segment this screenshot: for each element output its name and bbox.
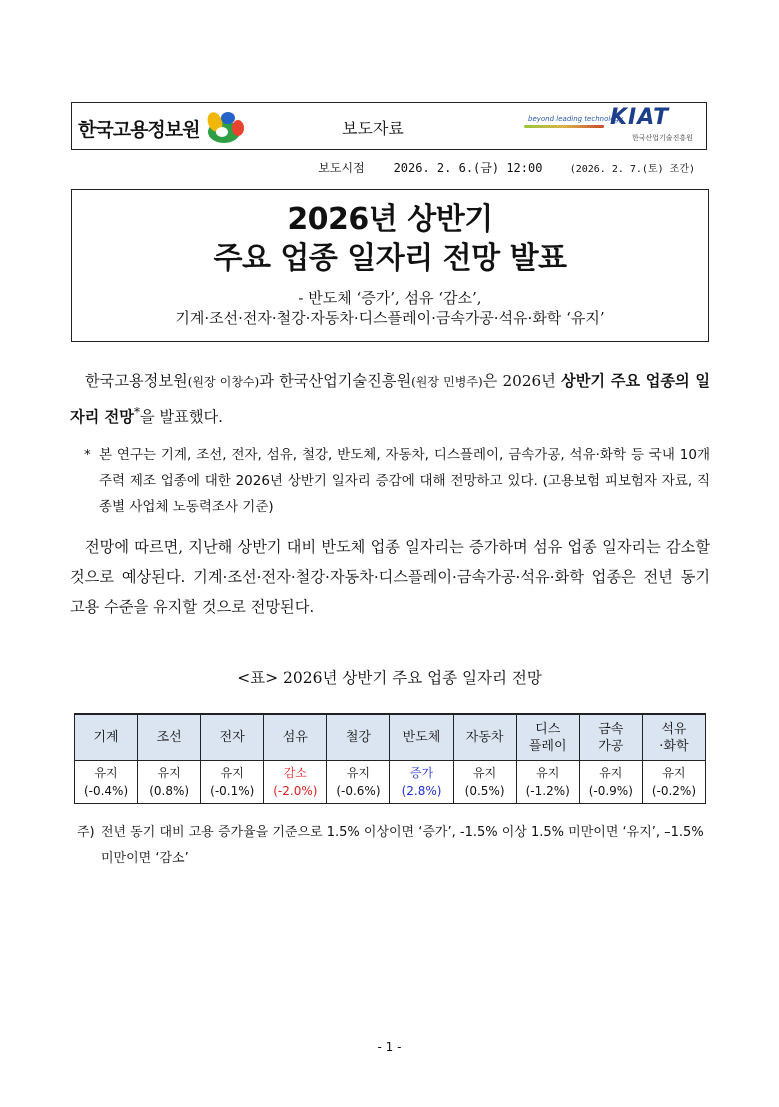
- header-cell: 조선: [138, 714, 201, 761]
- note-mark: 주): [77, 825, 95, 840]
- table-cell: 유지 (0.5%): [453, 761, 516, 804]
- intro-paren-1: (원장 이창수): [187, 375, 260, 389]
- release-datetime: 2026. 2. 6.(금) 12:00: [393, 161, 543, 175]
- table-header-row: [75, 714, 706, 761]
- title-box: [71, 189, 709, 342]
- intro-paragraph: [70, 366, 710, 432]
- table-caption: <표> 2026년 상반기 주요 업종 일자리 전망: [237, 669, 542, 687]
- table-cell: 유지 (-0.1%): [201, 761, 264, 804]
- release-embargo: (2026. 2. 7.(토) 조간): [569, 164, 695, 175]
- intro-part-1: 한국고용정보원: [85, 372, 188, 390]
- subtitle-line-1: - 반도체 ‘증가’, 섬유 ‘감소’,: [298, 289, 482, 307]
- kiat-logo-text: KIAT: [610, 105, 670, 130]
- header-cell: 디스 플레이: [516, 714, 579, 761]
- table-note: [77, 820, 711, 872]
- title-line-2: 주요 업종 일자리 전망 발표: [213, 241, 567, 276]
- header-cell: 기계: [75, 714, 138, 761]
- table-cell: 유지 (-0.2%): [642, 761, 705, 804]
- kiat-slogan-bar: [524, 125, 604, 128]
- intro-part-2: 과 한국산업기술진흥원: [259, 372, 412, 390]
- table-cell: 유지 (0.8%): [138, 761, 201, 804]
- header-cell: 철강: [327, 714, 390, 761]
- kiat-org-name: 한국산업기술진흥원: [632, 134, 693, 142]
- industry-forecast-table: [74, 713, 706, 804]
- header-cell: 전자: [201, 714, 264, 761]
- intro-star: *: [133, 405, 140, 419]
- header-cell: 금속 가공: [579, 714, 642, 761]
- header-cell: 반도체: [390, 714, 453, 761]
- release-type-label: 보도자료: [342, 119, 404, 138]
- page-number: - 1 -: [377, 1040, 402, 1054]
- table-cell: 증가 (2.8%): [390, 761, 453, 804]
- table-cell: 유지 (-1.2%): [516, 761, 579, 804]
- title-line-1: 2026년 상반기: [287, 202, 493, 237]
- footnote-mark: *: [84, 447, 91, 463]
- table-cell: 유지 (-0.6%): [327, 761, 390, 804]
- kiat-slogan: beyond leading technology: [528, 115, 624, 123]
- intro-part-3: 은 2026년: [482, 372, 556, 390]
- forecast-paragraph: [70, 532, 710, 622]
- header-cell: 자동차: [453, 714, 516, 761]
- intro-part-4: 을 발표했다.: [139, 408, 223, 427]
- footnote-text: 본 연구는 기계, 조선, 전자, 섬유, 철강, 반도체, 자동차, 디스플레이, 금속가공, 석유·화학 등 국내 10개 주력 제조 업종에 대한 2026년 상반기 일자리 증감에 대해 전망하고 있다. (고용보험 피보험자 자료, 직종별 사업체 노동력조사 기준): [99, 447, 710, 515]
- footnote: [84, 442, 710, 520]
- press-release-header: [71, 102, 707, 150]
- release-time-label: 보도시점: [318, 161, 365, 175]
- header-cell: 석유 ·화학: [642, 714, 705, 761]
- keis-org-name: 한국고용정보원: [78, 119, 200, 141]
- intro-paren-2: (원장 민병주): [411, 375, 483, 389]
- note-text: 전년 동기 대비 고용 증가율을 기준으로 1.5% 이상이면 ‘증가’, -1.5% 이상 1.5% 미만이면 ‘유지’, –1.5% 미만이면 ‘감소’: [101, 825, 704, 866]
- forecast-text: 전망에 따르면, 지난해 상반기 대비 반도체 업종 일자리는 증가하며 섬유 업종 일자리는 감소할 것으로 예상된다. 기계·조선·전자·철강·자동차·디스플레이·금속가공·석유·화학 업종은 전년 동기 고용 수준을 유지할 것으로 전망된다.: [70, 538, 710, 616]
- header-cell: 섬유: [264, 714, 327, 761]
- table-cell: 유지 (-0.9%): [579, 761, 642, 804]
- release-time: [318, 159, 695, 176]
- table-cell: 감소 (-2.0%): [264, 761, 327, 804]
- table-cell: 유지 (-0.4%): [75, 761, 138, 804]
- intro-bold-phrase: 상반기 주요 업종의 일자리 전망: [70, 372, 711, 427]
- subtitle-line-2: 기계·조선·전자·철강·자동차·디스플레이·금속가공·석유·화학 ‘유지’: [175, 309, 605, 327]
- table-row: [75, 761, 706, 804]
- keis-logo-icon: [202, 108, 248, 150]
